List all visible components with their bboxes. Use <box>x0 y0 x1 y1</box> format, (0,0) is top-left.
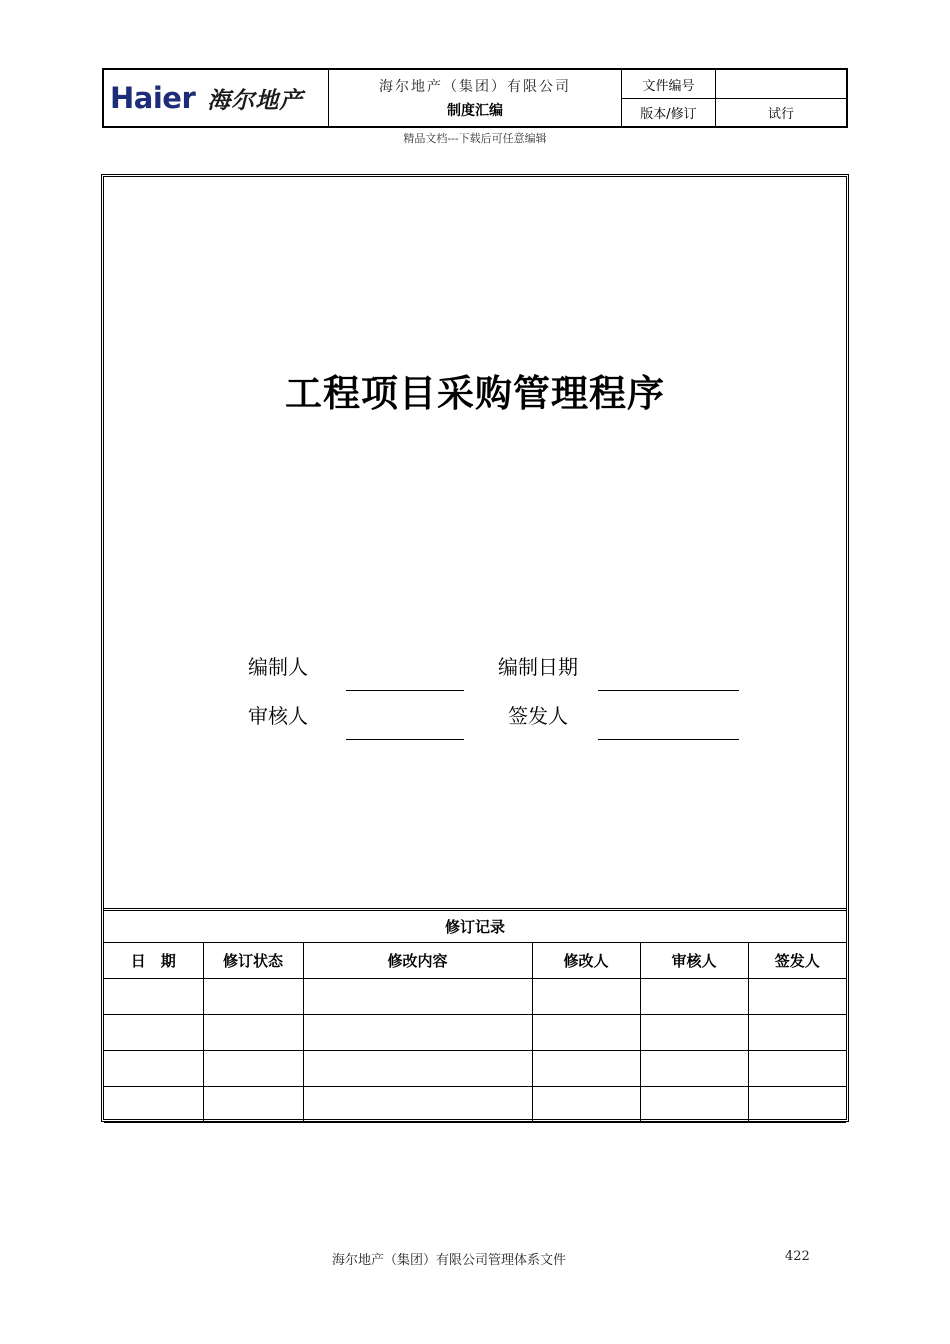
table-cell <box>303 1051 532 1087</box>
table-cell <box>532 1087 640 1123</box>
table-cell <box>748 1015 846 1051</box>
table-cell <box>303 1015 532 1051</box>
table-cell <box>640 1087 748 1123</box>
company-logo <box>104 70 329 126</box>
table-cell <box>203 1051 303 1087</box>
table-cell <box>203 1015 303 1051</box>
table-cell <box>532 979 640 1015</box>
reviewed-by-line <box>346 739 464 740</box>
table-row <box>104 1051 846 1087</box>
table-cell <box>104 979 203 1015</box>
col-reviewer: 审核人 <box>640 943 748 979</box>
col-change-content: 修改内容 <box>303 943 532 979</box>
prepared-date-line <box>598 690 739 691</box>
reviewed-by-label: 审核人 <box>248 704 308 728</box>
table-row <box>104 1015 846 1051</box>
page-number: 422 <box>785 1249 810 1264</box>
table-row <box>104 1087 846 1123</box>
company-name: 海尔地产（集团）有限公司 <box>379 79 571 95</box>
prepared-by-line <box>346 690 464 691</box>
issued-by-line <box>598 739 739 740</box>
prepared-date-label: 编制日期 <box>498 655 578 679</box>
logo-haier-text: Haier <box>110 81 196 115</box>
table-cell <box>532 1051 640 1087</box>
table-cell <box>203 979 303 1015</box>
table-cell <box>748 1051 846 1087</box>
table-cell <box>748 979 846 1015</box>
version-value: 试行 <box>767 107 794 122</box>
col-date: 日 期 <box>104 943 203 979</box>
col-revision-status: 修订状态 <box>203 943 303 979</box>
doc-number-value <box>716 70 846 99</box>
revision-record-title: 修订记录 <box>104 908 846 942</box>
table-cell <box>104 1087 203 1123</box>
document-title: 工程项目采购管理程序 <box>285 372 665 415</box>
collection-name: 制度汇编 <box>447 103 503 119</box>
table-row <box>104 979 846 1015</box>
table-cell <box>640 1015 748 1051</box>
revision-header-row <box>104 943 846 979</box>
table-cell <box>104 1051 203 1087</box>
doc-number-label: 文件编号 <box>622 70 716 99</box>
table-cell <box>303 979 532 1015</box>
version-label: 版本/修订 <box>622 99 716 126</box>
col-modifier: 修改人 <box>532 943 640 979</box>
footer-text: 海尔地产（集团）有限公司管理体系文件 <box>332 1253 567 1268</box>
revision-table <box>104 942 846 1123</box>
table-cell <box>303 1087 532 1123</box>
prepared-by-label: 编制人 <box>248 655 308 679</box>
logo-chinese-text: 海尔地产 <box>207 87 304 114</box>
document-header <box>102 68 848 128</box>
table-cell <box>748 1087 846 1123</box>
issued-by-label: 签发人 <box>508 704 568 728</box>
edit-note: 精品文档---下载后可任意编辑 <box>403 132 547 145</box>
table-cell <box>640 979 748 1015</box>
table-cell <box>104 1015 203 1051</box>
col-issuer: 签发人 <box>748 943 846 979</box>
table-cell <box>640 1051 748 1087</box>
table-cell <box>532 1015 640 1051</box>
company-cell <box>329 70 622 126</box>
table-cell <box>203 1087 303 1123</box>
